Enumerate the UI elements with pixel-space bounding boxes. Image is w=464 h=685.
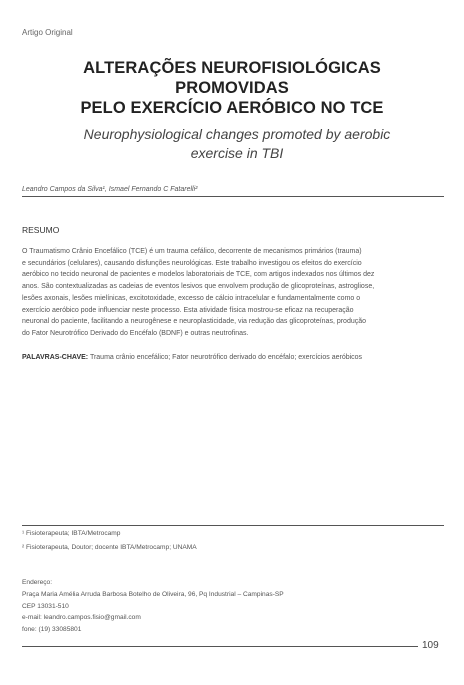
address-block [22, 577, 284, 636]
page-number: 109 [422, 640, 439, 651]
keywords-text: Trauma crânio encefálico; Fator neurotrófico derivado do encéfalo; exercícios aeróbicos [88, 354, 363, 361]
address-cep: CEP 13031-510 [22, 602, 69, 610]
keywords [22, 352, 444, 364]
footer-rule [22, 646, 418, 647]
section-label: Artigo Original [22, 28, 73, 37]
abstract-line: e secundários (celulares), causando disfunções neurológicas. Este trabalho investigou os efeitos do exercício [22, 259, 362, 267]
address-street: Praça Maria Amélia Arruda Barbosa Botelho de Oliveira, 96, Pq Industrial – Campinas-SP [22, 590, 284, 598]
authors-divider [22, 196, 444, 197]
resumo-heading: RESUMO [22, 225, 60, 235]
address-phone: fone: (19) 33085801 [22, 626, 82, 634]
abstract-line: O Traumatismo Crânio Encefálico (TCE) é um trauma cefálico, decorrente de mecanismos primários (trauma) [22, 248, 362, 255]
title-line: ALTERAÇÕES NEUROFISIOLÓGICAS PROMOVIDAS [83, 59, 381, 97]
footnote-divider [22, 525, 444, 526]
abstract-line: anos. São contextualizadas as cadeias de eventos lesivos que envolvem produção de glicoproteínas, astrogliose, [22, 283, 375, 291]
abstract-line: neuronal do paciente, facilitando a neurogênese e neuroplasticidade, via redução das glicoproteínas, produção [22, 318, 367, 326]
abstract-line: aeróbico no tecido neuronal de pacientes e modelos laboratoriais de TCE, com artigos indexados nos últimos dez [22, 271, 375, 279]
address-email: e-mail: leandro.campos.fisio@gmail.com [22, 614, 141, 622]
footnote-1: ¹ Fisioterapeuta; IBTA/Metrocamp [22, 530, 121, 537]
footnote-2: ² Fisioterapeuta, Doutor; docente IBTA/Metrocamp; UNAMA [22, 544, 197, 551]
subtitle-line: exercise in TBI [190, 145, 284, 161]
abstract-line: lesões axonais, lesões mielínicas, excitotoxidade, excesso de cálcio intracelular e fundamentalmente como o [22, 294, 361, 302]
article-title-portuguese [30, 58, 434, 118]
title-line: PELO EXERCÍCIO AERÓBICO NO TCE [80, 99, 384, 117]
subtitle-line: Neurophysiological changes promoted by aerobic [83, 126, 391, 142]
abstract-line: do Fator Neurotrófico Derivado do Encéfalo (BDNF) e outras neutrofinas. [22, 329, 249, 337]
abstract-body [22, 246, 444, 340]
article-title-english [40, 125, 434, 163]
address-label: Endereço: [22, 579, 53, 586]
keywords-label: PALAVRAS-CHAVE: [22, 354, 89, 361]
authors-line: Leandro Campos da Silva¹, Ismael Fernando C Fatarelli² [22, 186, 198, 193]
abstract-line: exercício aeróbico pode influenciar neste processo. Esta atividade física mostrou-se eficaz na recuperação [22, 306, 354, 314]
